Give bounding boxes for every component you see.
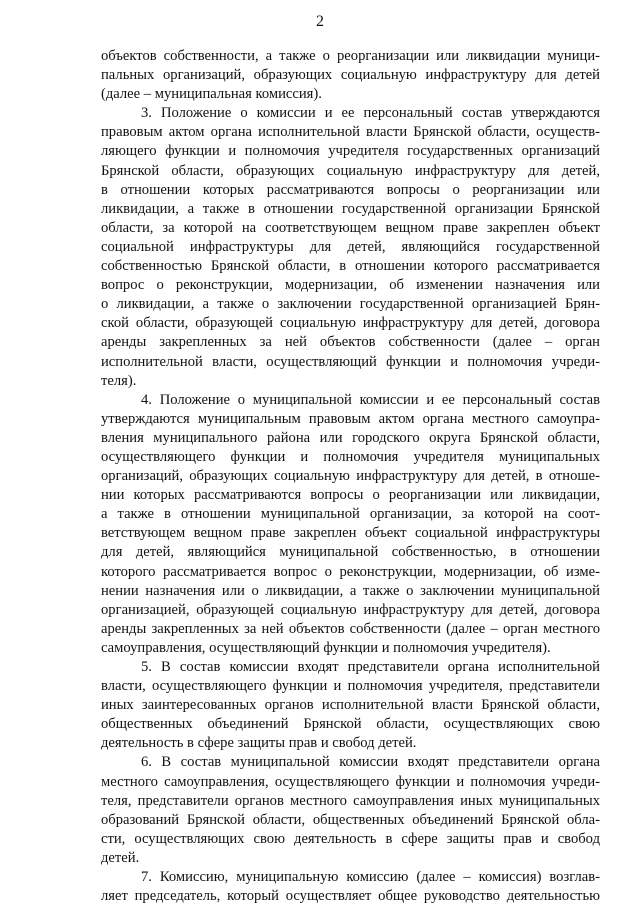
text-line: нии которых рассматриваются вопросы о реорганизации или ликвидации, <box>101 487 600 504</box>
text-line: нении назначения или о ликвидации, а также о заключении муниципальной <box>101 582 600 599</box>
text-line: 4. Положение о муниципальной комиссии и ее персональный состав <box>141 391 600 408</box>
text-line: осуществляющего функции и полномочия учредителя муниципальных <box>101 448 600 465</box>
text-line: власти, осуществляющего функции и полномочия учредителя, представители <box>101 678 600 695</box>
page-number: 2 <box>316 13 324 30</box>
text-line: аренды закрепленных за ней объектов собственности (далее – орган местного <box>101 620 600 637</box>
text-line: которого рассматривается вопрос о реконструкции, модернизации, об изме- <box>101 563 600 580</box>
text-line: деятельность в сфере защиты прав и свобод детей. <box>101 735 417 752</box>
text-line: для детей, являющийся муниципальной собственностью, в отношении <box>101 544 600 561</box>
text-line: ляет председатель, который осуществляет общее руководство деятельностью <box>101 888 600 905</box>
text-line: 5. В состав комиссии входят представители органа исполнительной <box>141 659 600 675</box>
text-line: организаций, образующих социальную инфраструктуру для детей, в отноше- <box>101 468 600 485</box>
text-line: ветствующем вещном праве закреплен объект социальной инфраструктуры <box>101 525 600 542</box>
text-line: вления муниципального района или городского округа Брянской области, <box>101 429 600 446</box>
text-line: пальных организаций, образующих социальную инфраструктуру для детей <box>101 67 600 84</box>
text-line: общественных объединений Брянской области, осуществляющих свою <box>101 716 600 733</box>
text-line: образований Брянской области, общественных объединений Брянской обла- <box>101 811 600 828</box>
text-line: правовым актом органа исполнительной власти Брянской области, осуществ- <box>101 124 600 141</box>
text-line: ликвидации, а также в отношении государственной организации Брянской <box>101 200 600 217</box>
text-line: организацией, образующей социальную инфраструктуру для детей, договора <box>101 601 600 618</box>
text-line: объектов собственности, а также о реорганизации или ликвидации муници- <box>101 48 600 64</box>
text-line: вопрос о реконструкции, модернизации, об изменении назначения или <box>101 277 600 294</box>
text-line: самоуправления, осуществляющий функции и полномочия учредителя). <box>101 639 551 656</box>
text-line: 6. В состав муниципальной комиссии входят представители органа <box>141 754 600 771</box>
text-line: ляющего функции и полномочия учредителя государственных организаций <box>101 143 600 160</box>
text-line: теля). <box>101 372 137 389</box>
text-line: а также в отношении муниципальной организации, за которой на соот- <box>101 506 600 523</box>
text-line: сти, осуществляющих свою деятельность в сфере защиты прав и свобод <box>101 830 600 847</box>
text-line: в отношении которых рассматриваются вопросы о реорганизации или <box>101 181 600 198</box>
text-line: социальной инфраструктуры для детей, являющийся государственной <box>101 238 600 255</box>
text-line: области, за которой на соответствующем вещном праве закреплен объект <box>101 219 600 236</box>
text-line: детей. <box>101 849 140 866</box>
text-line: ской области, образующей социальную инфраструктуру для детей, договора <box>101 315 600 332</box>
text-line: теля, представители органов местного самоуправления иных муниципальных <box>101 792 600 809</box>
text-line: о ликвидации, а также о заключении государственной организацией Брян- <box>101 296 600 313</box>
text-line: исполнительной власти, осуществляющий функции и полномочия учреди- <box>101 353 600 370</box>
text-line: собственностью Брянской области, в отношении которого рассматривается <box>101 258 600 275</box>
text-line: Брянской области, образующих социальную инфраструктуру для детей, <box>101 162 600 179</box>
text-line: иных заинтересованных органов исполнительной власти Брянской области, <box>101 697 600 714</box>
text-line: 7. Комиссию, муниципальную комиссию (далее – комиссия) возглав- <box>141 869 600 886</box>
document-body <box>101 47 600 906</box>
text-line: утверждаются муниципальным правовым актом органа местного самоупра- <box>101 410 600 427</box>
text-line: (далее – муниципальная комиссия). <box>101 86 322 103</box>
text-line: 3. Положение о комиссии и ее персональный состав утверждаются <box>141 105 600 122</box>
text-line: аренды закрепленных за ней объектов собственности (далее – орган <box>101 334 600 351</box>
text-line: местного самоуправления, осуществляющего функции и полномочия учреди- <box>101 773 600 790</box>
